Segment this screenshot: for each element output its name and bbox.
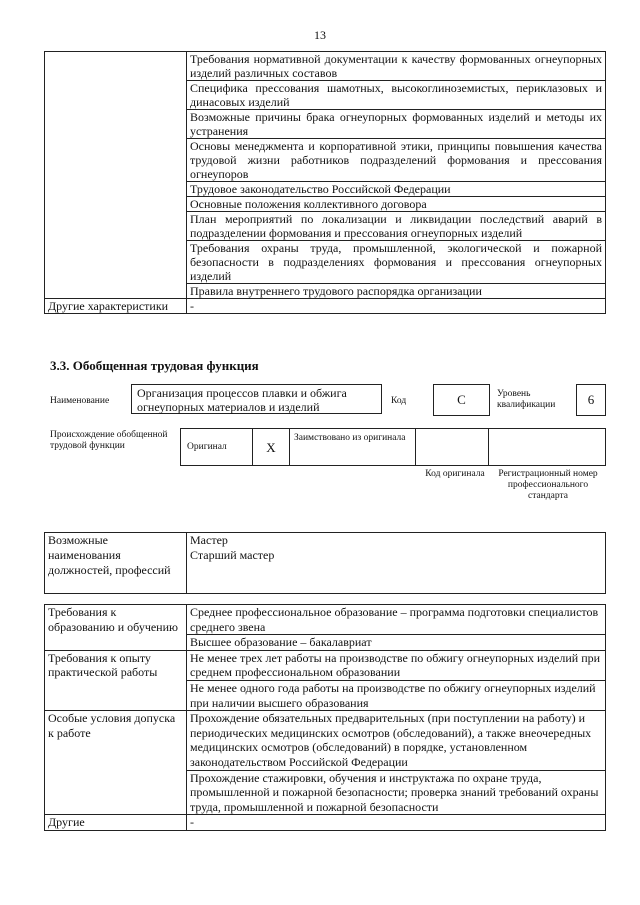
education-item: Высшее образование – бакалавриат [187, 635, 606, 651]
empty-label-cell [45, 52, 187, 299]
borrowed-label: Заимствовано из оригинала [290, 429, 416, 466]
admission-label: Особые условия допуска к работе [45, 711, 187, 815]
experience-item: Не менее одного года работы на производстве по обжигу огнеупорных изделий при наличии высшего образования [187, 680, 606, 710]
knowledge-item: Требования охраны труда, промышленной, экологической и пожарной безопасности в подразделениях формования и прессования огнеупорных изделий [187, 241, 606, 284]
page-number: 13 [314, 28, 326, 42]
positions-table [44, 532, 606, 594]
function-name-value: Организация процессов плавки и обжига огнеупорных материалов и изделий [131, 384, 382, 414]
knowledge-table [44, 51, 606, 314]
original-mark: X [253, 429, 290, 466]
knowledge-item: Возможные причины брака огнеупорных формованных изделий и методы их устранения [187, 110, 606, 139]
other-value: - [187, 815, 606, 831]
admission-item: Прохождение стажировки, обучения и инструктажа по охране труда, промышленной и пожарной безопасности; проверка знаний требований охраны труда, промышленной и пожарной безопасности [187, 770, 606, 815]
experience-item: Не менее трех лет работы на производстве по обжигу огнеупорных изделий при среднем профессиональном образовании [187, 650, 606, 680]
code-value: С [433, 384, 490, 416]
admission-item: Прохождение обязательных предварительных (при поступлении на работу) и периодических медицинских осмотров (обследований), а также внеочередных медицинских осмотров (обследований) в порядке, установленном законодательством Российской Федерации [187, 711, 606, 770]
other-label: Другие [45, 815, 187, 831]
other-characteristics-value: - [187, 299, 606, 314]
code-label: Код [391, 396, 407, 406]
origin-label: Происхождение обобщенной трудовой функции [50, 430, 168, 451]
knowledge-item: Основы менеджмента и корпоративной этики, принципы повышения качества трудовой жизни работников подразделений формования и прессования огнеупоров [187, 139, 606, 182]
original-code-cell [416, 429, 489, 466]
knowledge-item: Основные положения коллективного договора [187, 197, 606, 212]
other-characteristics-label: Другие характеристики [45, 299, 187, 314]
requirements-table [44, 604, 606, 831]
knowledge-item: Трудовое законодательство Российской Федерации [187, 182, 606, 197]
education-item: Среднее профессиональное образование – программа подготовки специалистов среднего звена [187, 605, 606, 635]
level-label: Уровень квалификации [497, 389, 556, 410]
position-item: Мастер [190, 533, 228, 547]
knowledge-item: Специфика прессования шамотных, высокоглиноземистых, периклазовых и динасовых изделий [187, 81, 606, 110]
education-label: Требования к образованию и обучению [45, 605, 187, 651]
knowledge-item: Требования нормативной документации к качеству формованных огнеупорных изделий различных составов [187, 52, 606, 81]
knowledge-item: Правила внутреннего трудового распорядка организации [187, 284, 606, 299]
level-value: 6 [576, 384, 606, 416]
code-caption: Код оригинала [425, 469, 485, 479]
name-label: Наименование [50, 396, 110, 406]
positions-label: Возможные наименования должностей, профессий [45, 533, 187, 594]
position-item: Старший мастер [190, 548, 275, 562]
original-label: Оригинал [181, 429, 253, 466]
registration-number-cell [489, 429, 606, 466]
origin-table [180, 428, 606, 466]
experience-label: Требования к опыту практической работы [45, 650, 187, 710]
knowledge-item: План мероприятий по локализации и ликвидации последствий аварий в подразделении формования и прессования огнеупорных изделий [187, 212, 606, 241]
registration-caption: Регистрационный номер профессионального стандарта [498, 469, 598, 501]
section-heading: 3.3. Обобщенная трудовая функция [50, 358, 259, 373]
